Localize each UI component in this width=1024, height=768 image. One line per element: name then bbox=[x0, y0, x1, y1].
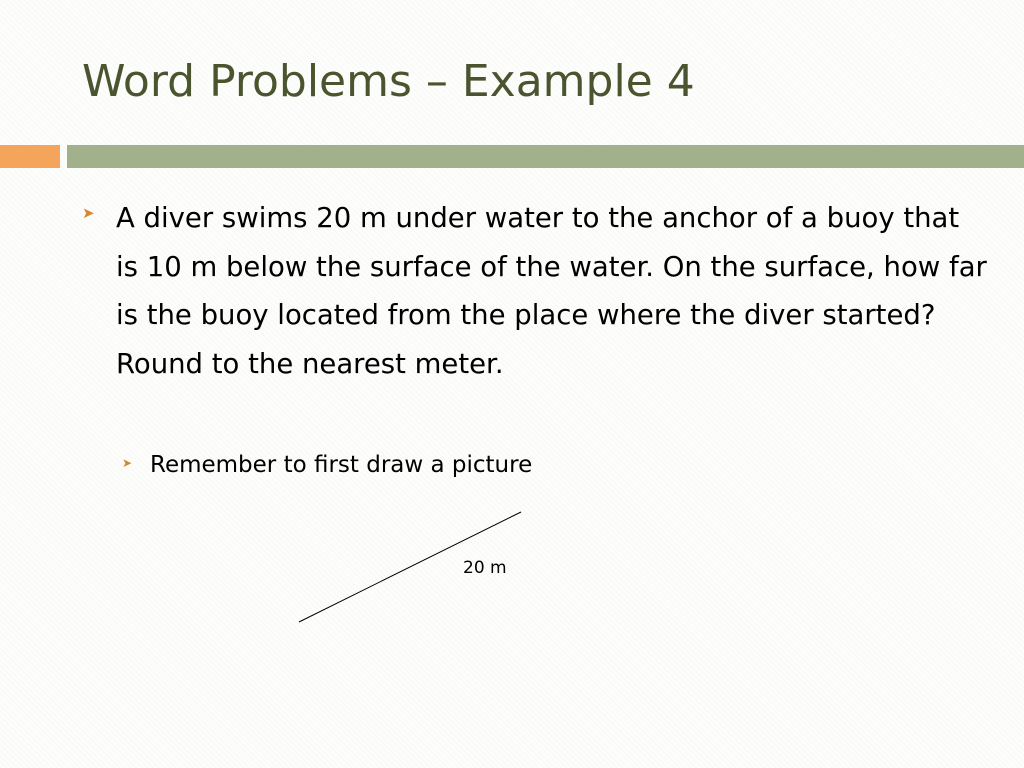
arrowhead-bullet-icon: ➤ bbox=[82, 204, 95, 222]
bullet-text: A diver swims 20 m under water to the anchor of a buoy that is 10 m below the surface of the water. On the surface, how far is the buoy located from the place where the diver started? Round to the nearest meter. bbox=[116, 202, 987, 380]
slide-title: Word Problems – Example 4 bbox=[82, 56, 695, 107]
arrowhead-bullet-icon: ➤ bbox=[122, 456, 133, 470]
sub-bullet-text: Remember to first draw a picture bbox=[150, 452, 533, 478]
diagram-length-label: 20 m bbox=[463, 558, 507, 578]
